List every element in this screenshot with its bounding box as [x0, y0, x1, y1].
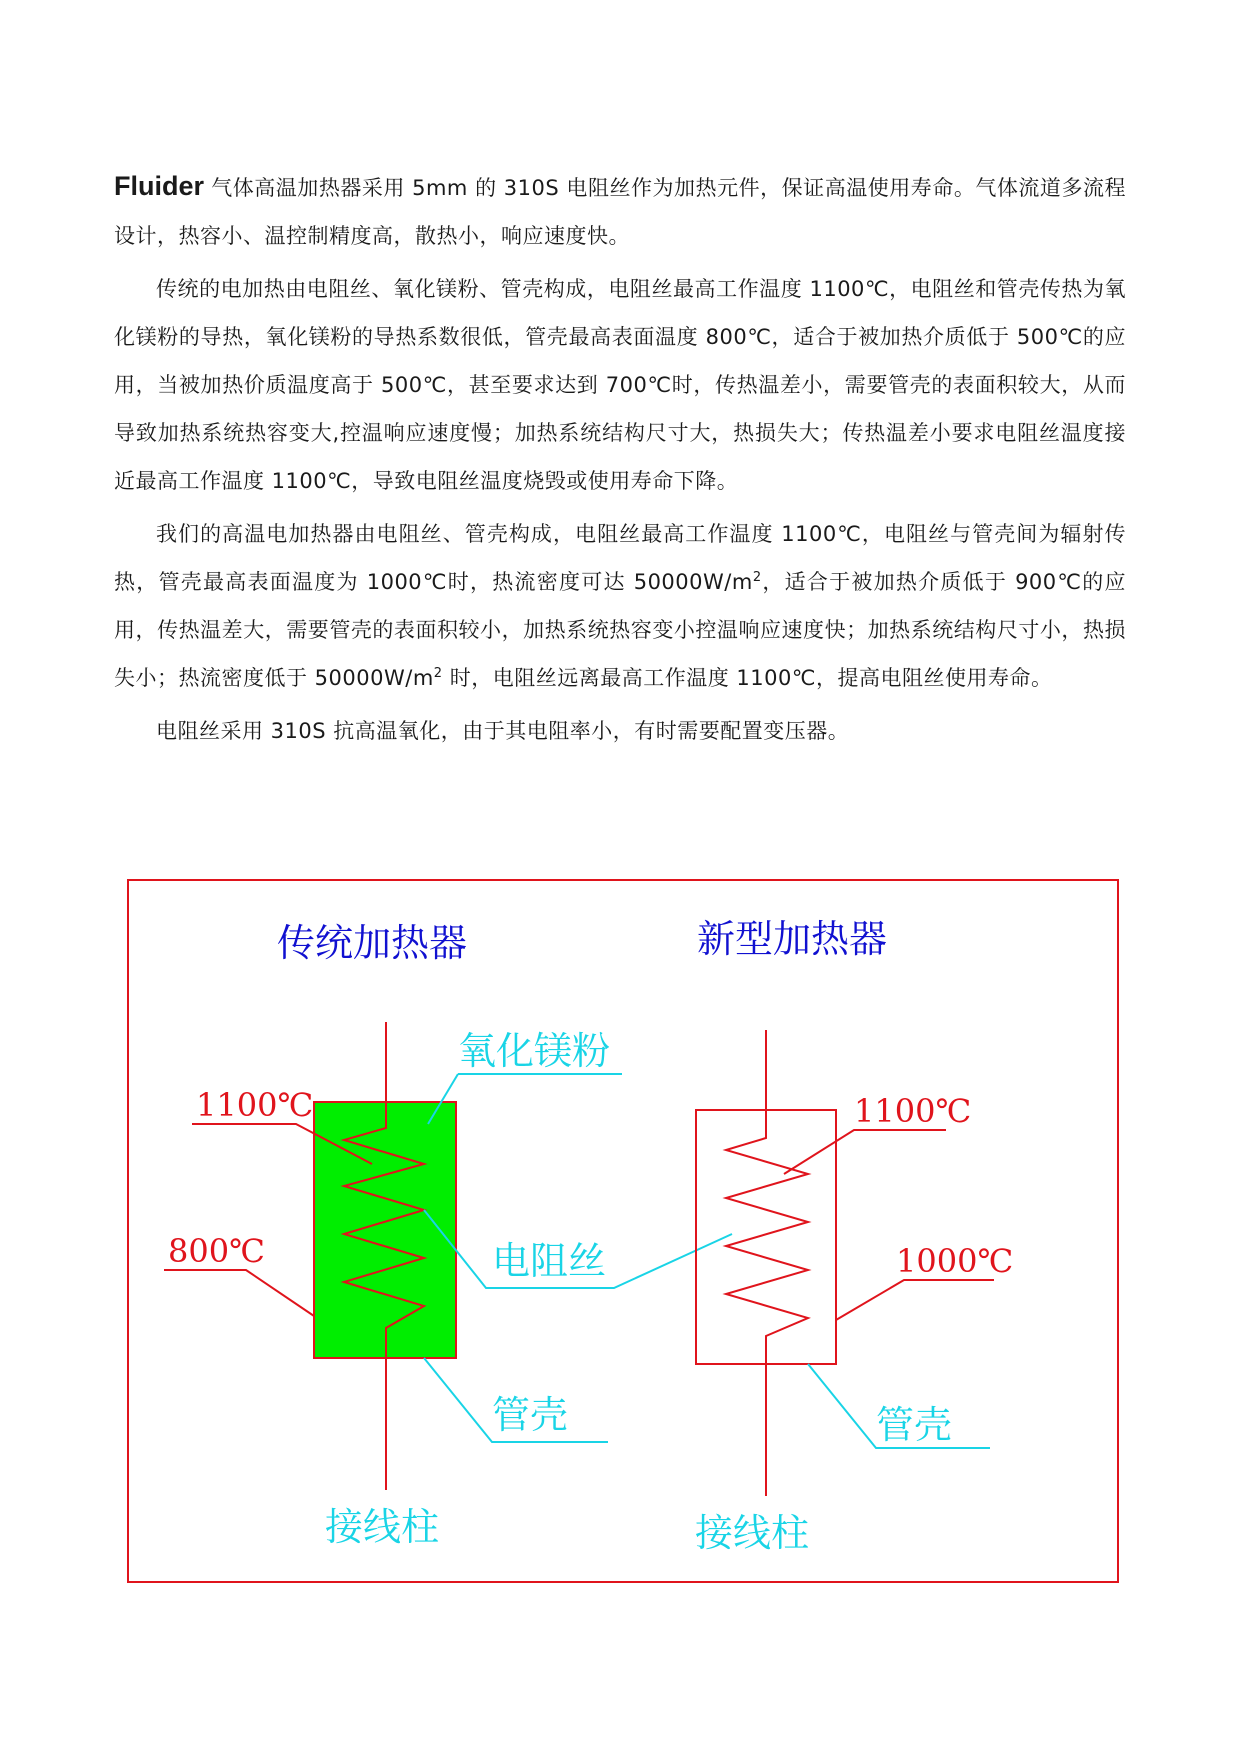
new-resistance-wire [726, 1030, 808, 1496]
intro-text: 气体高温加热器采用 5mm 的 310S 电阻丝作为加热元件，保证高温使用寿命。气体流道多流程设计，热容小、温控制精度高，散热小，响应速度快。 [114, 176, 1126, 248]
temp-800-leader [164, 1270, 314, 1316]
mgo-label: 氧化镁粉 [458, 1029, 611, 1073]
temp-1100-right-label: 1100℃ [854, 1092, 972, 1130]
paragraph-traditional: 传统的电加热由电阻丝、氧化镁粉、管壳构成，电阻丝最高工作温度 1100℃，电阻丝和管壳传热为氧化镁粉的导热，氧化镁粉的导热系数很低，管壳最高表面温度 800℃，适合于被加热介质低于 500℃的应用，当被加热价质温度高于 500℃，甚至要求达到 700℃时，传热温差小，需要管壳的表面积较大，从而导致加热系统热容变大,控温响应速度慢；加热系统结构尺寸大，热损失大；传热温差小要求电阻丝温度接近最高工作温度 1100℃，导致电阻丝温度烧毁或使用寿命下降。 [114, 277, 1126, 493]
shell-right-label: 管壳 [876, 1403, 953, 1447]
temp-1000-leader [836, 1280, 994, 1320]
superscript: 2 [433, 666, 443, 681]
new-heater-text-1: 我们的高温电加热器由电阻丝、管壳构成，电阻丝最高工作温度 1100℃，电阻丝与管壳间为辐射传热，管壳最高表面温度为 1000℃时，热流密度可达 50000W/m [114, 522, 1126, 594]
new-heater-text-3: 时，电阻丝远离最高工作温度 1100℃，提高电阻丝使用寿命。 [442, 666, 1053, 690]
brand-name: Fluider [114, 171, 205, 201]
diagram-frame [128, 880, 1118, 1582]
shell-left-label: 管壳 [492, 1393, 569, 1437]
wire-label: 电阻丝 [492, 1239, 607, 1283]
traditional-heater-shell [314, 1102, 456, 1358]
paragraph-wire-material: 电阻丝采用 310S 抗高温氧化，由于其电阻率小，有时需要配置变压器。 [156, 719, 850, 743]
terminal-left-label: 接线柱 [324, 1505, 440, 1549]
temp-1000-label: 1000℃ [896, 1242, 1014, 1280]
temp-1100-left-label: 1100℃ [196, 1086, 314, 1124]
temp-1100-right-leader [784, 1130, 946, 1174]
new-heater-text-2: ，适合于被加热介质低于 900℃的应用，传热温差大，需要管壳的表面积较小，加热系统热容变小控温响应速度快；加热系统结构尺寸小，热损失小；热流密度低于 50000W/m [114, 570, 1126, 690]
new-heater-title: 新型加热器 [696, 917, 888, 961]
temp-800-label: 800℃ [168, 1232, 265, 1270]
traditional-heater-title: 传统加热器 [276, 921, 468, 965]
superscript: 2 [752, 570, 762, 585]
terminal-right-label: 接线柱 [694, 1511, 810, 1555]
new-heater-shell [696, 1110, 836, 1364]
